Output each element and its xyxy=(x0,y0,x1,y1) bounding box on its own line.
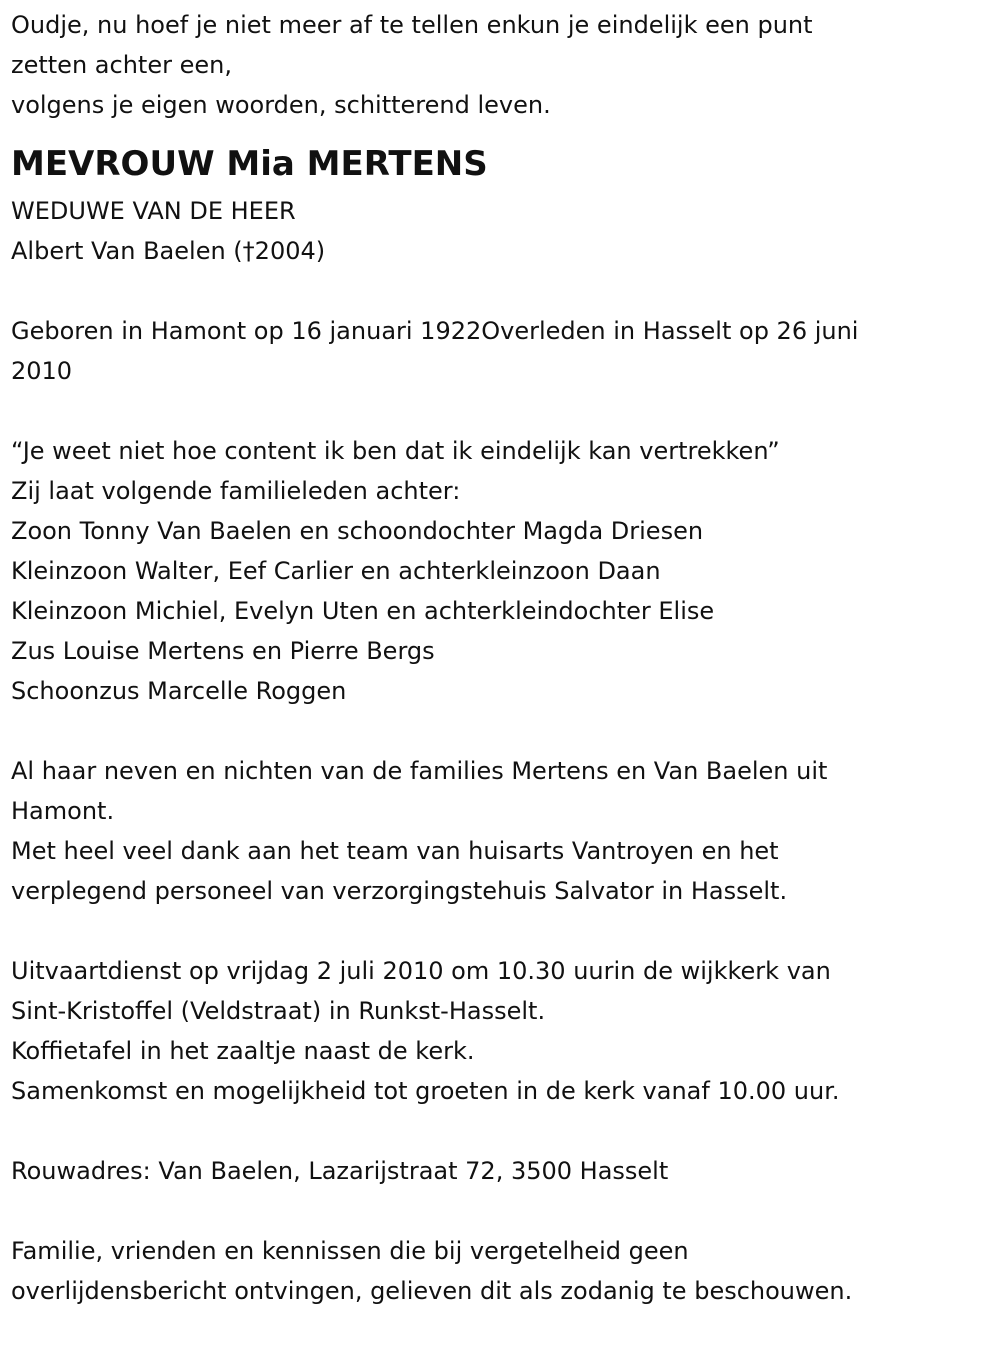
family-member: Kleinzoon Walter, Eef Carlier en achterkleinzoon Daan xyxy=(11,557,661,585)
family-member: Schoonzus Marcelle Roggen xyxy=(11,677,347,705)
verse-line: Oudje, nu hoef je niet meer af te tellen enkun je eindelijk een punt xyxy=(11,11,813,39)
family-member: Kleinzoon Michiel, Evelyn Uten en achterkleindochter Elise xyxy=(11,597,715,625)
spacer xyxy=(11,391,1000,431)
funeral-line: Uitvaartdienst op vrijdag 2 juli 2010 om 10.30 uurin de wijkkerk van xyxy=(11,957,831,985)
closing-note xyxy=(11,1231,1000,1311)
quote: “Je weet niet hoe content ik ben dat ik eindelijk kan vertrekken” xyxy=(11,437,780,465)
opening-verse xyxy=(11,5,1000,125)
family-intro: Zij laat volgende familieleden achter: xyxy=(11,477,461,505)
family-member: Zoon Tonny Van Baelen en schoondochter Magda Driesen xyxy=(11,517,704,545)
birth-death-dates xyxy=(11,311,1000,391)
text-line: verplegend personeel van verzorgingstehuis Salvator in Hasselt. xyxy=(11,877,788,905)
funeral-line: Koffietafel in het zaaltje naast de kerk. xyxy=(11,1037,475,1065)
spacer xyxy=(11,711,1000,751)
widow-status: WEDUWE VAN DE HEER xyxy=(11,197,296,225)
family-member: Zus Louise Mertens en Pierre Bergs xyxy=(11,637,435,665)
relatives-and-thanks xyxy=(11,751,1000,911)
text-line: Hamont. xyxy=(11,797,115,825)
funeral-details xyxy=(11,951,1000,1111)
verse-line: zetten achter een, xyxy=(11,51,232,79)
funeral-line: Samenkomst en mogelijkheid tot groeten in de kerk vanaf 10.00 uur. xyxy=(11,1077,840,1105)
dates-line: Geboren in Hamont op 16 januari 1922Overleden in Hasselt op 26 juni xyxy=(11,317,859,345)
text-line: Al haar neven en nichten van de families Mertens en Van Baelen uit xyxy=(11,757,828,785)
spouse-line xyxy=(11,231,1000,271)
spacer xyxy=(11,271,1000,311)
spacer xyxy=(11,1111,1000,1151)
deceased-name: MEVROUW Mia MERTENS xyxy=(11,144,488,184)
deceased-details xyxy=(11,191,1000,271)
spouse-death-year: 2004) xyxy=(254,237,326,265)
spouse-name: Albert Van Baelen ( xyxy=(11,237,243,265)
closing-line: overlijdensbericht ontvingen, gelieven dit als zodanig te beschouwen. xyxy=(11,1277,853,1305)
spacer xyxy=(11,1191,1000,1231)
funeral-line: Sint-Kristoffel (Veldstraat) in Runkst-Hasselt. xyxy=(11,997,546,1025)
spacer xyxy=(11,911,1000,951)
verse-line: volgens je eigen woorden, schitterend leven. xyxy=(11,91,551,119)
text-line: Met heel veel dank aan het team van huisarts Vantroyen en het xyxy=(11,837,779,865)
mourning-address: Rouwadres: Van Baelen, Lazarijstraat 72, 3500 Hasselt xyxy=(11,1157,669,1185)
dates-line: 2010 xyxy=(11,357,73,385)
cross-icon: † xyxy=(242,237,255,265)
closing-line: Familie, vrienden en kennissen die bij vergetelheid geen xyxy=(11,1237,689,1265)
family-section xyxy=(11,431,1000,711)
